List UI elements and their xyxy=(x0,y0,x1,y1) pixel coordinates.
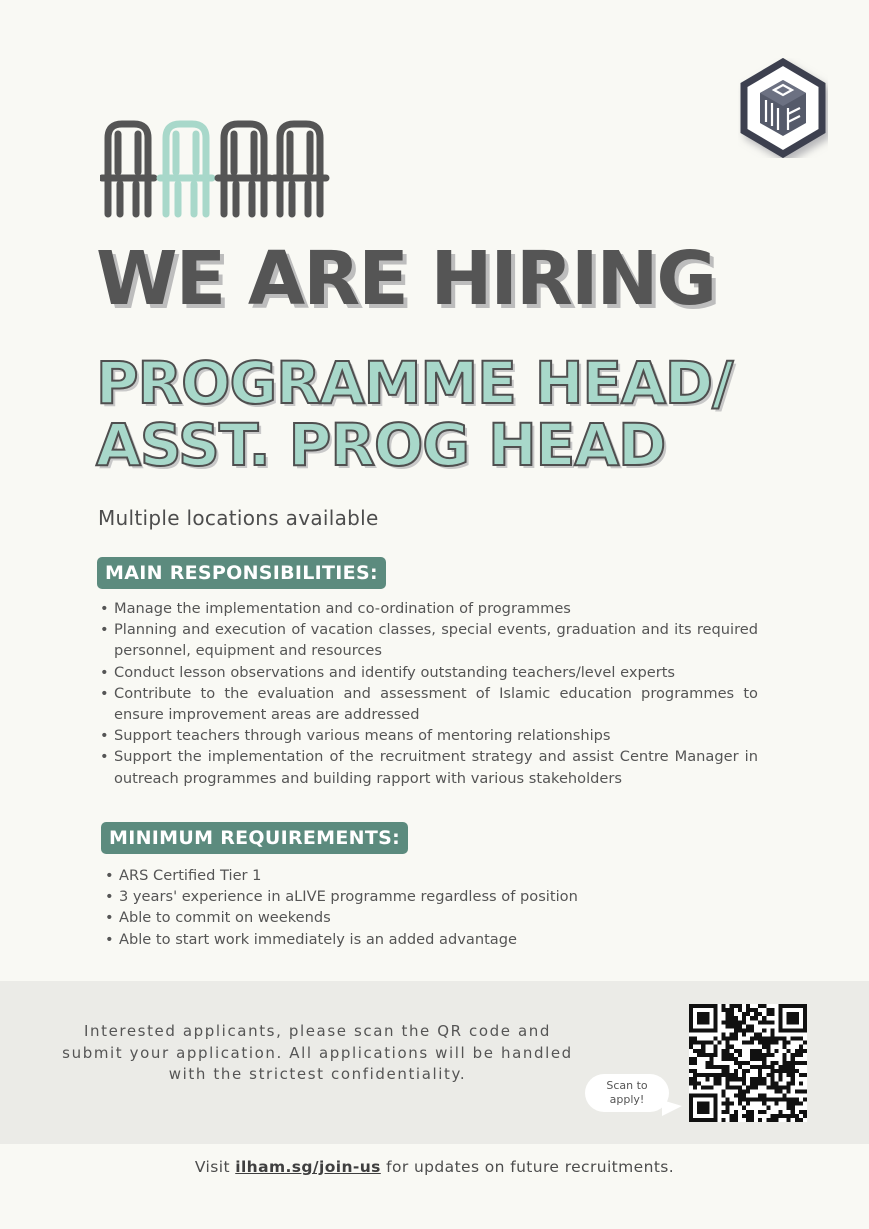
job-title-line-1: PROGRAMME HEAD/ xyxy=(96,349,733,417)
responsibilities-heading: MAIN RESPONSIBILITIES: xyxy=(97,557,386,589)
careers-link[interactable]: ilham.sg/join-us xyxy=(235,1158,381,1176)
list-item: • Conduct lesson observations and identify outstanding teachers/level experts xyxy=(98,662,758,683)
scan-speech-bubble xyxy=(585,1074,669,1112)
list-item: • Support the implementation of the recruitment strategy and assist Centre Manager in outreach programmes and building rapport with various stakeholders xyxy=(98,746,758,788)
chairs-icon xyxy=(100,120,330,220)
list-item: • Contribute to the evaluation and assessment of Islamic education programmes to ensure improvement areas are addressed xyxy=(98,683,758,725)
job-title xyxy=(96,349,733,479)
list-item: • Able to commit on weekends xyxy=(103,907,703,928)
qr-code-icon[interactable] xyxy=(689,1004,807,1122)
list-item: • Support teachers through various means of mentoring relationships xyxy=(98,725,758,746)
visit-suffix: for updates on future recruitments. xyxy=(380,1158,675,1176)
list-item: • Planning and execution of vacation classes, special events, graduation and its required personnel, equipment and resources xyxy=(98,619,758,661)
requirements-heading: MINIMUM REQUIREMENTS: xyxy=(101,822,408,854)
requirements-list xyxy=(103,865,703,950)
list-item: • Able to start work immediately is an added advantage xyxy=(103,929,703,950)
job-title-line-2: ASST. PROG HEAD xyxy=(96,411,666,479)
bubble-line-1: Scan to xyxy=(606,1079,648,1092)
list-item: • Manage the implementation and co-ordination of programmes xyxy=(98,598,758,619)
list-item: • ARS Certified Tier 1 xyxy=(103,865,703,886)
visit-prefix: Visit xyxy=(194,1158,236,1176)
ilham-logo-icon xyxy=(738,58,828,158)
bubble-line-2: apply! xyxy=(609,1093,645,1106)
visit-footer xyxy=(0,1158,869,1176)
responsibilities-list xyxy=(98,598,758,789)
list-item: • 3 years' experience in aLIVE programme regardless of position xyxy=(103,886,703,907)
apply-instructions: Interested applicants, please scan the QR code and submit your application. All applications will be handled with the strictest confidentiality. xyxy=(62,1022,573,1083)
headline: WE ARE HIRING xyxy=(96,236,716,322)
locations-text: Multiple locations available xyxy=(98,506,379,530)
